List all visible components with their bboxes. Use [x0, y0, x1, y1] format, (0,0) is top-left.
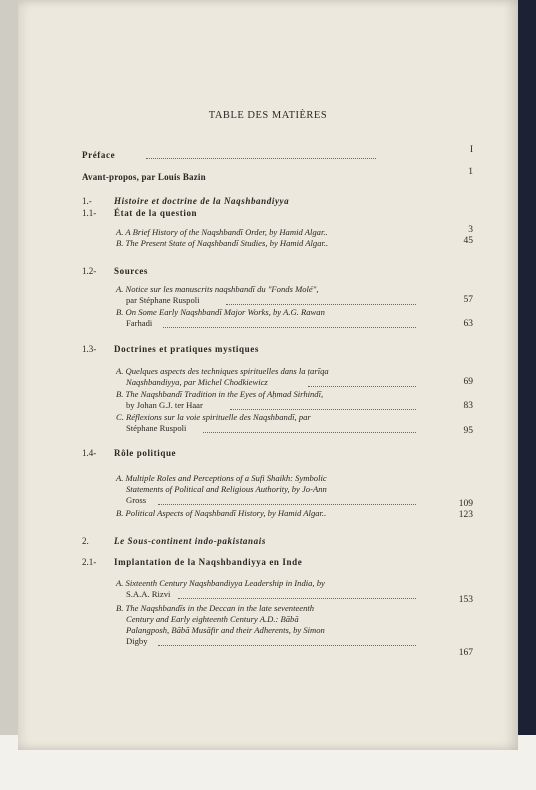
toc-title: TABLE DES MATIÈRES	[208, 110, 328, 121]
toc-entry: B. The Present State of Naqshbandī Studies, by Hamid Algar..	[116, 238, 329, 248]
section-title: Rôle politique	[114, 448, 177, 458]
entry-page: 153	[458, 595, 473, 605]
section-number: 1.1-	[82, 208, 97, 218]
dot-leader	[230, 409, 416, 410]
toc-entry: A. Quelques aspects des techniques spirituelles dans la ṭarīqa	[116, 366, 329, 376]
entry-page: 69	[463, 377, 473, 387]
toc-entry: Statements of Political and Religious Authority, by Jo-Ann	[126, 484, 327, 494]
dot-leader	[163, 327, 416, 328]
section-title: Sources	[114, 266, 149, 276]
avant-propos-label: Avant-propos, par Louis Bazin	[82, 172, 206, 182]
entry-page: 123	[458, 510, 473, 520]
toc-entry-author: Gross	[126, 495, 147, 505]
entry-page: 57	[463, 295, 473, 305]
preface-page: I	[469, 145, 473, 155]
toc-entry: Century and Early eighteenth Century A.D.: Bābā	[126, 614, 299, 624]
book-page	[18, 0, 518, 750]
dot-leader	[158, 645, 416, 646]
section-number: 2.	[82, 536, 89, 546]
toc-entry: B. The Naqshbandīs in the Deccan in the late seventeenth	[116, 603, 315, 613]
section-number: 1.3-	[82, 344, 97, 354]
entry-page: 83	[463, 401, 473, 411]
dot-leader	[308, 386, 416, 387]
toc-entry: B. On Some Early Naqshbandī Major Works, by A.G. Rawan	[116, 307, 325, 317]
toc-entry: A. Multiple Roles and Perceptions of a Sufi Shaikh: Symbolic	[116, 473, 327, 483]
avant-propos-page: 1	[468, 167, 473, 177]
dot-leader	[178, 598, 416, 599]
section-title: Doctrines et pratiques mystiques	[114, 344, 259, 354]
toc-entry: A. A Brief History of the Naqshbandī Order, by Hamid Algar..	[116, 227, 328, 237]
toc-entry-author: par Stéphane Ruspoli	[126, 295, 200, 305]
toc-entry: B. The Naqshbandī Tradition in the Eyes of Aḥmad Sirhindī,	[116, 389, 324, 399]
toc-entry: A. Sixteenth Century Naqshbandiyya Leadership in India, by	[116, 578, 325, 588]
entry-page: 63	[463, 319, 473, 329]
dot-leader	[226, 304, 416, 305]
section-number: 1.4-	[82, 448, 97, 458]
toc-entry-author: Farhadi	[126, 318, 153, 328]
section-title: Implantation de la Naqshbandiyya en Inde	[114, 557, 303, 567]
book-cover-edge	[518, 0, 536, 790]
preface-label: Préface	[82, 150, 116, 160]
toc-entry-author: by Johan G.J. ter Haar	[126, 400, 203, 410]
toc-entry-author: Stéphane Ruspoli	[126, 423, 187, 433]
section-number: 2.1-	[82, 557, 97, 567]
entry-page: 109	[458, 499, 473, 509]
toc-entry-author: Digby	[126, 636, 148, 646]
toc-entry: Naqshbandiyya, par Michel Chodkiewicz	[126, 377, 268, 387]
toc-entry: B. Political Aspects of Naqshbandī History, by Hamid Algar..	[116, 508, 327, 518]
toc-entry: A. Notice sur les manuscrits naqshbandī du "Fonds Molé",	[116, 284, 319, 294]
toc-entry-author: S.A.A. Rizvi	[126, 589, 171, 599]
toc-entry: C. Réflexions sur la voie spirituelle des Naqshbandī, par	[116, 412, 311, 422]
entry-page: 3	[468, 225, 473, 235]
entry-page: 167	[458, 648, 473, 658]
dot-leader	[158, 504, 416, 505]
dot-leader	[146, 158, 376, 159]
entry-page: 95	[463, 426, 473, 436]
entry-page: 45	[463, 236, 473, 246]
section-number: 1.-	[82, 196, 92, 206]
section-number: 1.2-	[82, 266, 97, 276]
section-title: Le Sous-continent indo-pakistanais	[114, 536, 266, 546]
dot-leader	[203, 432, 416, 433]
section-title: État de la question	[114, 208, 198, 218]
section-title: Histoire et doctrine de la Naqshbandiyya	[114, 196, 290, 206]
toc-entry: Palangposh, Bābā Musāfir and their Adherents, by Simon	[126, 625, 325, 635]
